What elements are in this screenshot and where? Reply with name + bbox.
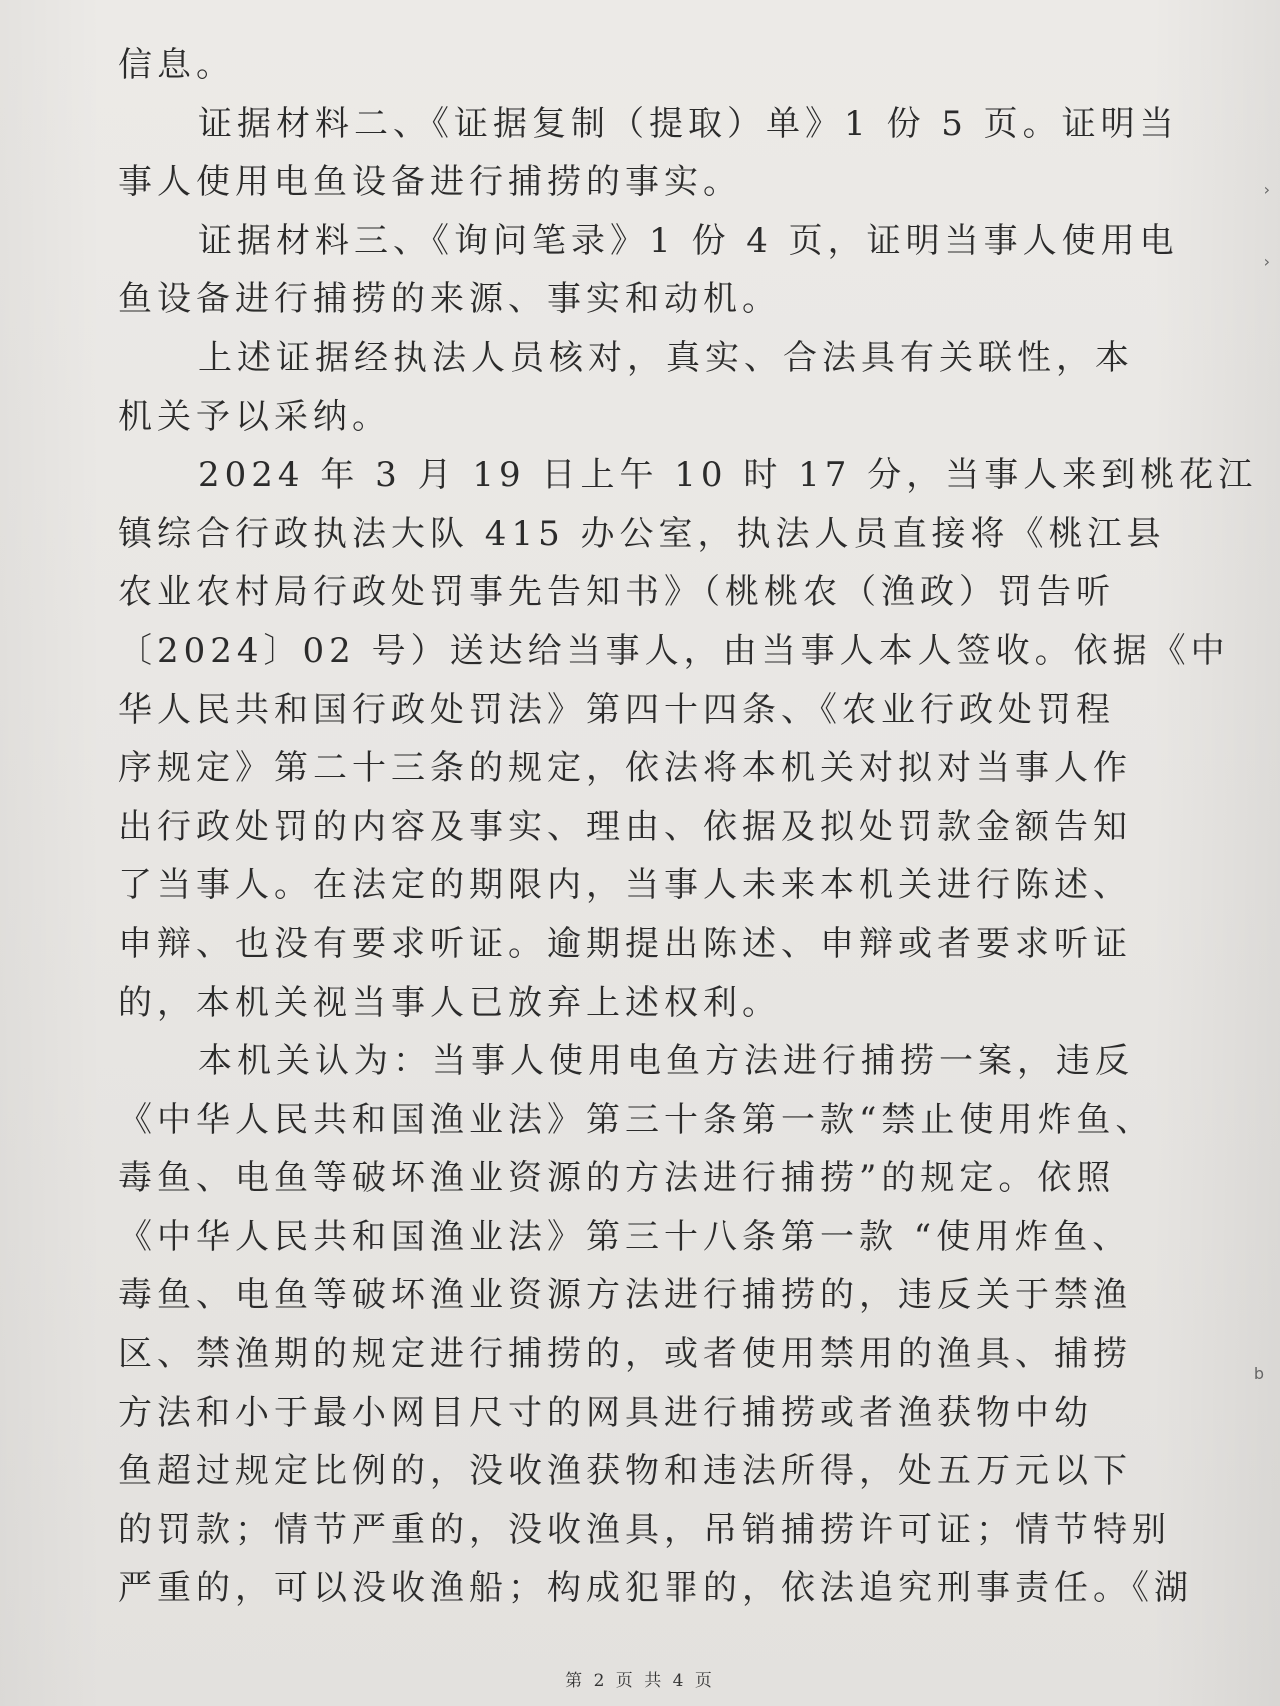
- text-line-22: 毒鱼、电鱼等破坏渔业资源方法进行捕捞的，违反关于禁渔: [118, 1275, 1132, 1316]
- text-line-13: 序规定》第二十三条的规定，依法将本机关对拟对当事人作: [118, 748, 1132, 789]
- text-line-6: 上述证据经执法人员核对，真实、合法具有关联性，本: [198, 337, 1134, 378]
- text-line-27: 严重的，可以没收渔船；构成犯罪的，依法追究刑事责任。《湖: [118, 1568, 1193, 1609]
- text-line-5: 鱼设备进行捕捞的来源、事实和动机。: [118, 279, 781, 320]
- text-line-9: 镇综合行政执法大队 415 办公室，执法人员直接将《桃江县: [118, 513, 1166, 554]
- text-line-1: 信息。: [118, 45, 235, 85]
- text-line-18: 本机关认为：当事人使用电鱼方法进行捕捞一案，违反: [198, 1041, 1134, 1082]
- text-line-23: 区、禁渔期的规定进行捕捞的，或者使用禁用的渔具、捕捞: [118, 1334, 1132, 1375]
- text-line-26: 的罚款；情节严重的，没收渔具，吊销捕捞许可证；情节特别: [118, 1509, 1171, 1550]
- document-body: [118, 36, 1258, 1618]
- text-line-24: 方法和小于最小网目尺寸的网具进行捕捞或者渔获物中幼: [118, 1392, 1093, 1433]
- text-line-15: 了当事人。在法定的期限内，当事人未来本机关进行陈述、: [118, 865, 1132, 906]
- page-number-footer: 第 2 页 共 4 页: [565, 1671, 715, 1691]
- text-line-16: 申辩、也没有要求听证。逾期提出陈述、申辩或者要求听证: [118, 923, 1132, 964]
- text-line-14: 出行政处罚的内容及事实、理由、依据及拟处罚款金额告知: [118, 806, 1132, 847]
- edge-mark-top: ›: [1263, 180, 1270, 199]
- text-line-10: 农业农村局行政处罚事先告知书》（桃桃农（渔政）罚告听: [118, 572, 1115, 613]
- edge-mark-middle: ›: [1263, 252, 1270, 271]
- text-line-2: 证据材料二、《证据复制（提取）单》1 份 5 页。证明当: [198, 103, 1179, 144]
- text-line-12: 华人民共和国行政处罚法》第四十四条、《农业行政处罚程: [118, 689, 1115, 730]
- text-line-25: 鱼超过规定比例的，没收渔获物和违法所得，处五万元以下: [118, 1451, 1132, 1492]
- text-line-4: 证据材料三、《询问笔录》1 份 4 页，证明当事人使用电: [198, 220, 1179, 261]
- text-line-7: 机关予以采纳。: [118, 396, 391, 437]
- text-line-11: 〔2024〕02 号）送达给当事人，由当事人本人签收。依据《中: [118, 630, 1230, 671]
- text-line-20: 毒鱼、电鱼等破坏渔业资源的方法进行捕捞”的规定。依照: [118, 1158, 1116, 1199]
- edge-mark-lower: b: [1253, 1364, 1264, 1383]
- text-line-19: 《中华人民共和国渔业法》第三十条第一款“禁止使用炸鱼、: [118, 1099, 1155, 1140]
- text-line-3: 事人使用电鱼设备进行捕捞的事实。: [118, 162, 742, 203]
- text-line-17: 的，本机关视当事人已放弃上述权利。: [118, 982, 781, 1023]
- text-line-21: 《中华人民共和国渔业法》第三十八条第一款 “使用炸鱼、: [118, 1216, 1132, 1257]
- text-line-8: 2024 年 3 月 19 日上午 10 时 17 分，当事人来到桃花江: [198, 455, 1258, 496]
